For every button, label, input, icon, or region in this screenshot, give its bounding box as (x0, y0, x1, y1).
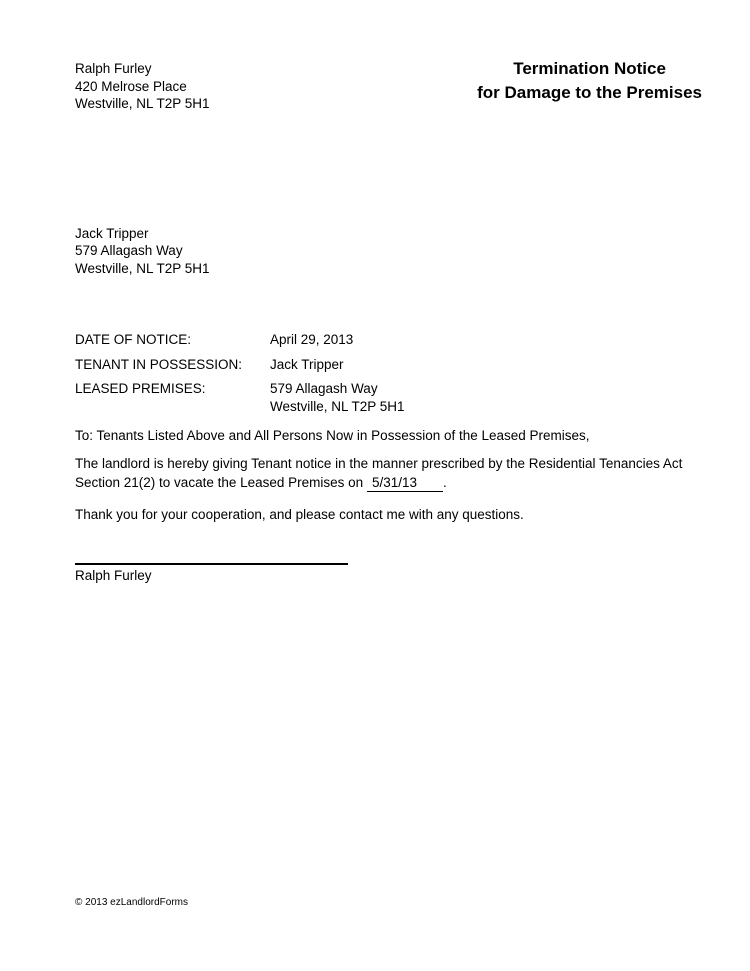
notice-text-after-date: . (442, 474, 447, 490)
notice-paragraph (75, 454, 685, 492)
sender-address-line2: Westville, NL T2P 5H1 (75, 96, 210, 111)
leased-premises-address-line2: Westville, NL T2P 5H1 (270, 398, 405, 414)
copyright-footer: © 2013 ezLandlordForms (75, 897, 188, 908)
leased-premises-label: LEASED PREMISES: (75, 381, 206, 396)
signature-name: Ralph Furley (75, 568, 152, 583)
date-of-notice-value: April 29, 2013 (270, 332, 354, 347)
leased-premises-address-line1: 579 Allagash Way (270, 381, 378, 396)
signature-line (75, 563, 348, 565)
recipient-name: Jack Tripper (75, 225, 149, 241)
notice-details (75, 331, 750, 415)
document-title-line1: Termination Notice (513, 59, 666, 78)
recipient-address-line1: 579 Allagash Way (75, 243, 183, 258)
detail-row-date-of-notice (75, 331, 750, 349)
vacate-date-field: 5/31/13 (367, 475, 443, 492)
sender-name: Ralph Furley (75, 61, 152, 76)
document-title-line2: for Damage to the Premises (477, 83, 702, 102)
date-of-notice-label: DATE OF NOTICE: (75, 332, 192, 347)
recipient-address-line2: Westville, NL T2P 5H1 (75, 260, 210, 276)
notice-text-before-date: The landlord is hereby giving Tenant notice in the manner prescribed by the Residential Tenancies Act Section 21(2) to vacate the Leased Premises on (75, 455, 683, 490)
leased-premises-value (270, 380, 750, 415)
detail-row-leased-premises (75, 380, 750, 415)
recipient-address-block (75, 225, 750, 278)
closing-line: Thank you for your cooperation, and please contact me with any questions. (75, 506, 524, 522)
sender-address-line1: 420 Melrose Place (75, 78, 187, 94)
sender-address-block (75, 60, 210, 113)
document-title (477, 57, 702, 105)
letter-header (0, 0, 750, 113)
salutation-line: To: Tenants Listed Above and All Persons Now in Possession of the Leased Premises, (75, 428, 590, 443)
tenant-in-possession-value: Jack Tripper (270, 356, 344, 372)
tenant-in-possession-label: TENANT IN POSSESSION: (75, 356, 243, 372)
detail-row-tenant-in-possession (75, 356, 750, 374)
signature-area (75, 563, 750, 585)
